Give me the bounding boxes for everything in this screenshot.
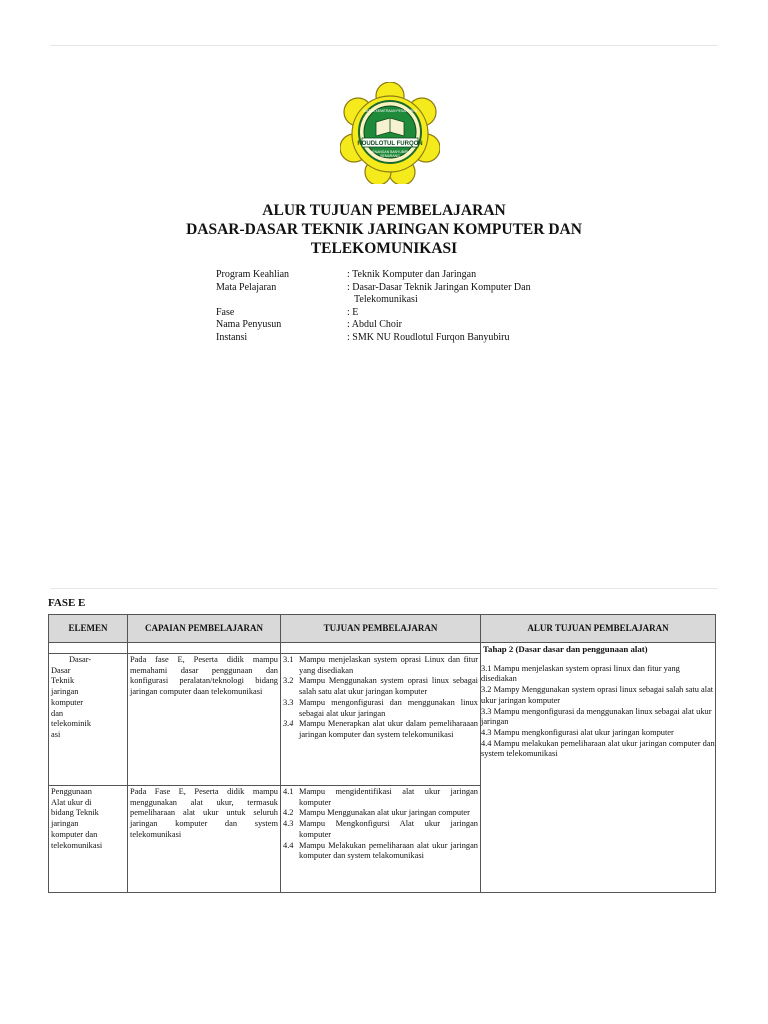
alur-item: 3.1 Mampu menjelaskan system oprasi linux dan fitur yang disediakan	[481, 663, 680, 684]
tujuan-item: 4.1 Mampu mengidentifikasi alat ukur jaringan komputer	[283, 787, 478, 807]
info-value: : Dasar-Dasar Teknik Jaringan Komputer Dan Telekomunikasi	[347, 281, 531, 305]
page-divider	[50, 588, 718, 589]
table-spacer-row	[49, 643, 716, 654]
alur-heading: Tahap 2 (Dasar dasar dan penggunaan alat)	[483, 644, 648, 654]
tujuan-item: 3.2 Mampu Menggunakan system oprasi linux sebagai salah satu alat ukur jaringan komputer	[283, 676, 478, 697]
atp-table	[48, 614, 716, 893]
info-label: Instansi	[216, 331, 248, 343]
tujuan-item: 4.4 Mampu Melakukan pemeliharaan alat ukur jaringan komputer dan system telakomunikasi	[283, 840, 478, 861]
info-value: : E	[347, 306, 359, 318]
header-capaian: CAPAIAN PEMBELAJARAN	[128, 615, 281, 643]
info-row-fase	[216, 307, 577, 320]
info-label: Mata Pelajaran	[216, 281, 277, 293]
info-label: Nama Penyusun	[216, 319, 282, 330]
svg-text:IKATAN KEMITRAAN PESANTREN: IKATAN KEMITRAAN PESANTREN	[362, 109, 418, 113]
top-divider	[50, 45, 718, 46]
info-row-penyusun	[216, 319, 577, 332]
info-value: : Teknik Komputer dan Jaringan	[347, 269, 477, 280]
svg-text:SEMARANG: SEMARANG	[380, 154, 400, 158]
doc-title-line3: TELEKOMUNIKASI	[310, 240, 458, 257]
info-value: : Abdul Choir	[347, 319, 403, 330]
info-value: : SMK NU Roudlotul Furqon Banyubiru	[347, 331, 510, 343]
school-logo	[340, 82, 440, 184]
elemen-cell: Penggunaan Alat ukur di bidang Teknik jaringan komputer dan telekomunikasi	[49, 786, 128, 893]
table-header-row	[49, 615, 716, 643]
info-row-mapel	[216, 282, 577, 307]
logo-sub-text: KENANGAN BANYUBIRU	[370, 150, 410, 154]
tujuan-item: 3.4 Mampu Menerapkan alat ukur dalam pemeliharaaan jaringan komputer dan system telekomunikasi	[283, 719, 478, 739]
logo-name-text: ROUDLOTUL FURQON	[357, 141, 423, 147]
alur-item: 4.3 Mampu mengkonfigurasi alat ukur jaringan komputer	[481, 727, 674, 737]
capaian-cell: Pada fase E, Peserta didik mampu memahami dasar penggunaan dan konfigurasi peralatan/teknologi bidang jaringan computer daan telekomunikasi	[128, 654, 281, 786]
alur-item: 3.2 Mampy Menggunakan system oprasi linux sebagai salah satu alat ukur jaringan komputer	[481, 685, 714, 705]
alur-item: 4.4 Mampu melakukan pemeliharaan alat ukur jaringan computer dan system telekomunikasi	[481, 738, 715, 759]
tujuan-item: 3.1 Mampu menjelaskan system oprasi Linux dan fitur yang disediakan	[283, 655, 478, 675]
info-row-instansi	[216, 332, 577, 345]
alur-item: 3.3 Mampu mengonfigurasi da menggunakan linux sebagai alat ukur jaringan	[481, 706, 712, 727]
info-block	[216, 269, 577, 344]
fase-heading: FASE E	[48, 597, 86, 609]
tujuan-item: 4.3 Mampu Mengkonfigursi Alat ukur jaringan komputer	[283, 819, 478, 839]
info-row-program	[216, 269, 577, 282]
capaian-cell: Pada Fase E, Peserta didik mampu menggunakan alat ukur, termasuk pemeliharaan alat ukur untuk seluruh jaringan komputer dan system telekomunikasi	[128, 786, 281, 893]
doc-title-line2: DASAR-DASAR TEKNIK JARINGAN KOMPUTER DAN	[186, 221, 582, 238]
tujuan-item: 3.3 Mampu mengonfigurasi dan menggunakan linux sebagai alat ukur jaringan	[283, 697, 478, 718]
header-tujuan: TUJUAN PEMBELAJARAN	[281, 615, 481, 643]
elemen-cell: Dasar- Dasar Teknik jaringan komputer dan telekominik asi	[49, 654, 128, 786]
tujuan-cell	[281, 654, 481, 786]
alur-cell	[481, 643, 716, 893]
doc-title-line1: ALUR TUJUAN PEMBELAJARAN	[262, 202, 506, 219]
header-alur: ALUR TUJUAN PEMBELAJARAN	[481, 615, 716, 643]
info-label: Program Keahlian	[216, 269, 290, 280]
tujuan-item: 4.2 Mampu Menggunakan alat ukur jaringan computer	[283, 808, 470, 818]
info-label: Fase	[216, 306, 235, 318]
tujuan-cell	[281, 786, 481, 893]
header-elemen: ELEMEN	[49, 615, 128, 643]
